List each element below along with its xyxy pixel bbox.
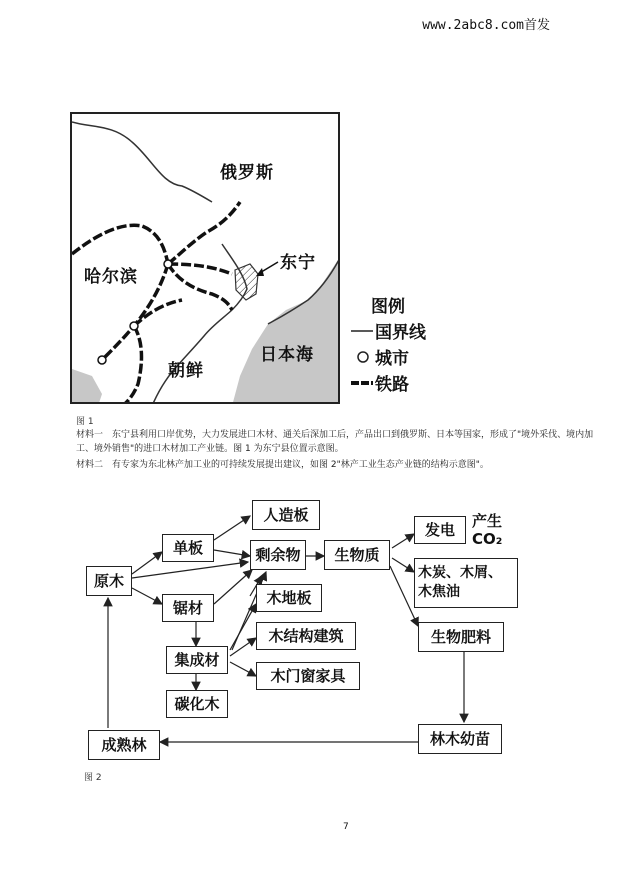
node-danban: 单板 <box>162 534 214 562</box>
node-shengyuwu: 剩余物 <box>250 540 306 570</box>
arrow-yuanmu-shengyuwu <box>132 562 248 578</box>
node-mumen: 木门窗家具 <box>256 662 360 690</box>
node-tanhuamu: 碳化木 <box>166 690 228 718</box>
node-yuanmu: 原木 <box>86 566 132 596</box>
legend-railway-label: 铁路 <box>375 374 409 395</box>
node-mujiegou: 木结构建筑 <box>256 622 356 650</box>
node-jucai: 锯材 <box>162 594 214 622</box>
figure1-caption: 图 1 <box>76 417 94 427</box>
legend-city-label: 城市 <box>375 348 409 369</box>
arrow-yuanmu-jucai <box>132 588 162 604</box>
node-jiaochengcai: 集成材 <box>166 646 228 674</box>
legend-title: 图例 <box>371 297 405 317</box>
arrow-jcc-mumen <box>230 662 256 676</box>
arrow-danban-shengyuwu <box>214 550 250 556</box>
node-chengshulin: 成熟林 <box>88 730 160 760</box>
node-shengwuzhi: 生物质 <box>324 540 390 570</box>
arrow-jucai-shengyuwu <box>214 570 252 604</box>
node-feiliao: 生物肥料 <box>418 622 504 652</box>
arrow-swz-fadian <box>392 534 414 548</box>
arrow-jcc-mudiban <box>230 604 256 650</box>
page-number: 7 <box>343 822 349 832</box>
legend-border-label: 国界线 <box>375 322 426 343</box>
node-youmiao: 林木幼苗 <box>418 724 502 754</box>
label-dongning: 东宁 <box>280 253 316 273</box>
arrow-swz-mutan <box>392 558 414 572</box>
node-fadian: 发电 <box>414 516 466 544</box>
site-header: www.2abc8.com首发 <box>422 18 550 33</box>
label-russia: 俄罗斯 <box>220 163 274 183</box>
material-two: 材料二 有专家为东北林产加工业的可持续发展提出建议，如图 2"林产工业生态产业链的结构示意图"。 <box>76 460 489 470</box>
arrow-danban-renzaoban <box>214 516 250 540</box>
label-sea: 日本海 <box>260 345 314 365</box>
node-mudiban: 木地板 <box>256 584 322 612</box>
material-one: 材料一 东宁县利用口岸优势，大力发展进口木材、通关后深加工后，产品出口到俄罗斯、日本等国家，形成了"境外采伐、境内加工、境外销售"的进口木材加工产业链。图 1 为东宁县位置示意图。 <box>76 430 594 454</box>
figure2-caption: 图 2 <box>84 773 102 783</box>
co2-label: 产生 CO₂ <box>472 512 503 548</box>
arrow-yuanmu-danban <box>132 552 162 574</box>
node-mutan: 木炭、木屑、木焦油 <box>414 558 518 608</box>
label-korea: 朝鲜 <box>168 361 204 381</box>
node-renzaoban: 人造板 <box>252 500 320 530</box>
label-harbin: 哈尔滨 <box>84 267 138 287</box>
